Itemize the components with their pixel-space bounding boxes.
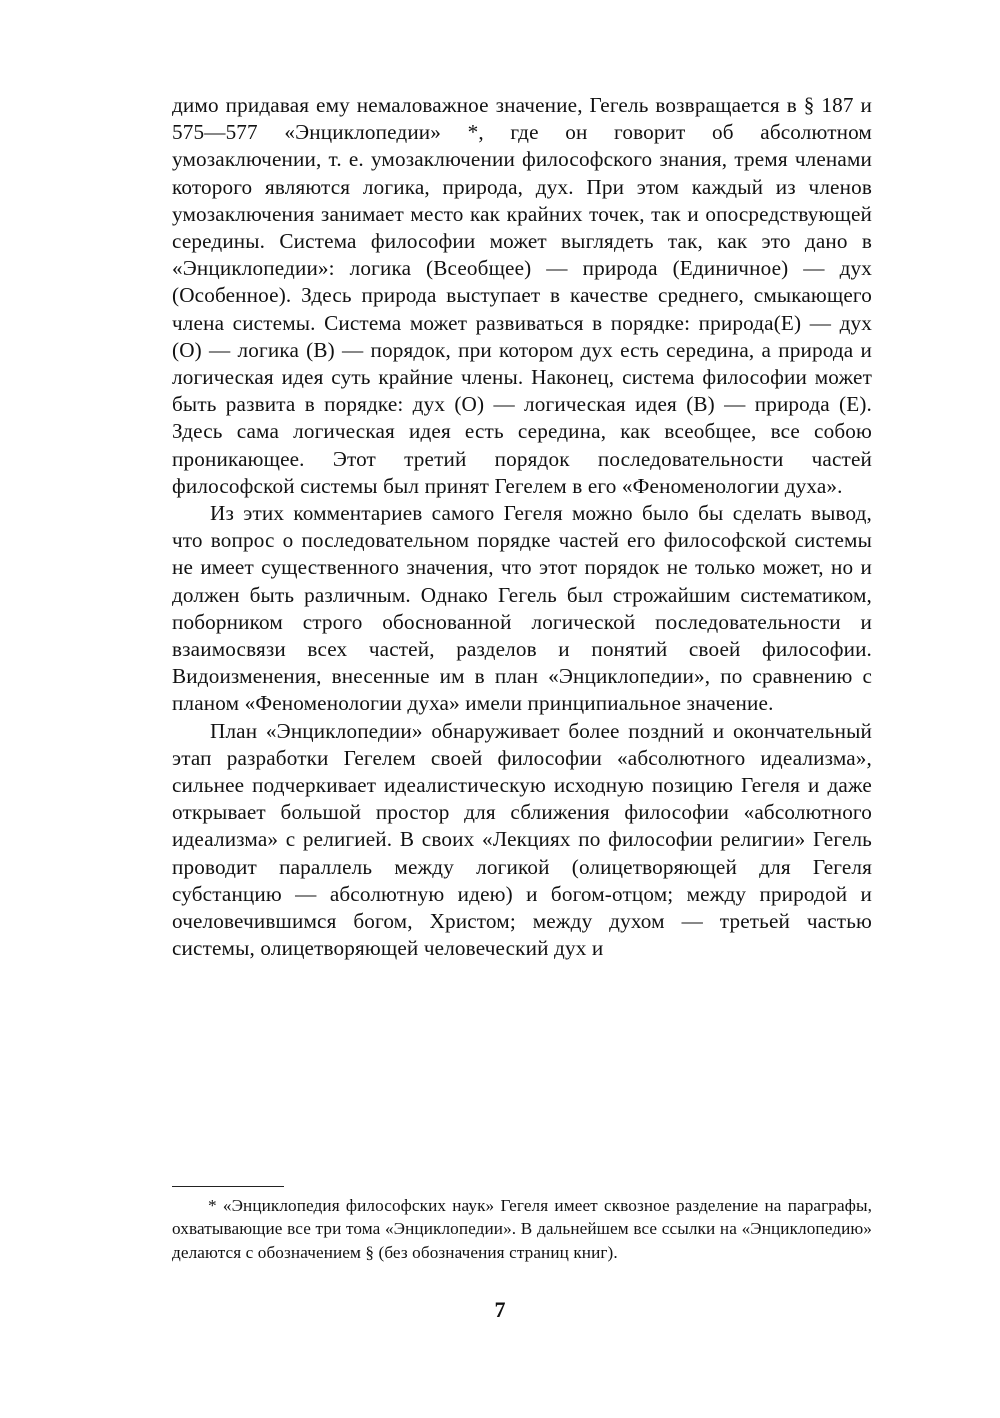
paragraph-2: Из этих комментариев самого Гегеля можно было бы сделать вывод, что вопрос о последовательном порядке частей его философской системы не имеет существенного значения, что этот порядок не только может, но и должен быть различным. Однако Гегель был строжайшим систематиком, поборником строго обоснованной логической последовательности и взаимосвязи всех частей, разделов и понятий своей философии. Видоизменения, внесенные им в план «Энциклопедии», по сравнению с планом «Феноменологии духа» имели принципиальное значение. (172, 501, 872, 716)
page-number: 7 (494, 1297, 506, 1322)
footnote-separator (172, 1186, 284, 1187)
paragraph-3: План «Энциклопедии» обнаруживает более поздний и окончательный этап разработки Гегелем своей философии «абсолютного идеализма», сильнее подчеркивает идеалистическую исходную позицию Гегеля и даже открывает большой простор для сближения философии «абсолютного идеализма» с религией. В своих «Лекциях по философии религии» Гегель проводит параллель между логикой (олицетворяющей для Гегеля субстанцию — абсолютную идею) и богом-отцом; между природой и очеловечившимся богом, Христом; между духом — третьей частью системы, олицетворяющей человеческий дух и (172, 718, 872, 961)
main-text (172, 92, 872, 963)
paragraph-1: димо придавая ему немаловажное значение, Гегель возвращается в § 187 и 575—577 «Энциклопедии» *, где он говорит об абсолютном умозаключении, т. е. умозаключении философского знания, тремя членами которого являются логика, природа, дух. При этом каждый из членов умозаключения занимает место как крайних точек, так и опосредствующей середины. Система философии может выглядеть так, как это дано в «Энциклопедии»: логика (Всеобщее) — природа (Единичное) — дух (Особенное). Здесь природа выступает в качестве среднего, смыкающего члена системы. Система может развиваться в порядке: природа(Е) — дух (О) — логика (В) — порядок, при котором дух есть середина, а природа и логическая идея суть крайние члены. Наконец, система философии может быть развита в порядке: дух (О) — логическая идея (В) — природа (Е). Здесь сама логическая идея есть середина, как всеобщее, все собою проникающее. Этот третий порядок последовательности частей философской системы был принят Гегелем в его «Феноменологии духа». (172, 93, 872, 498)
footnote: * «Энциклопедия философских наук» Гегеля имеет сквозное разделение на параграфы, охватывающие все три тома «Энциклопедии». В дальнейшем все ссылки на «Энциклопедию» делаются с обозначением § (без обозначения страниц книг). (172, 1196, 872, 1262)
page-body (172, 92, 872, 963)
